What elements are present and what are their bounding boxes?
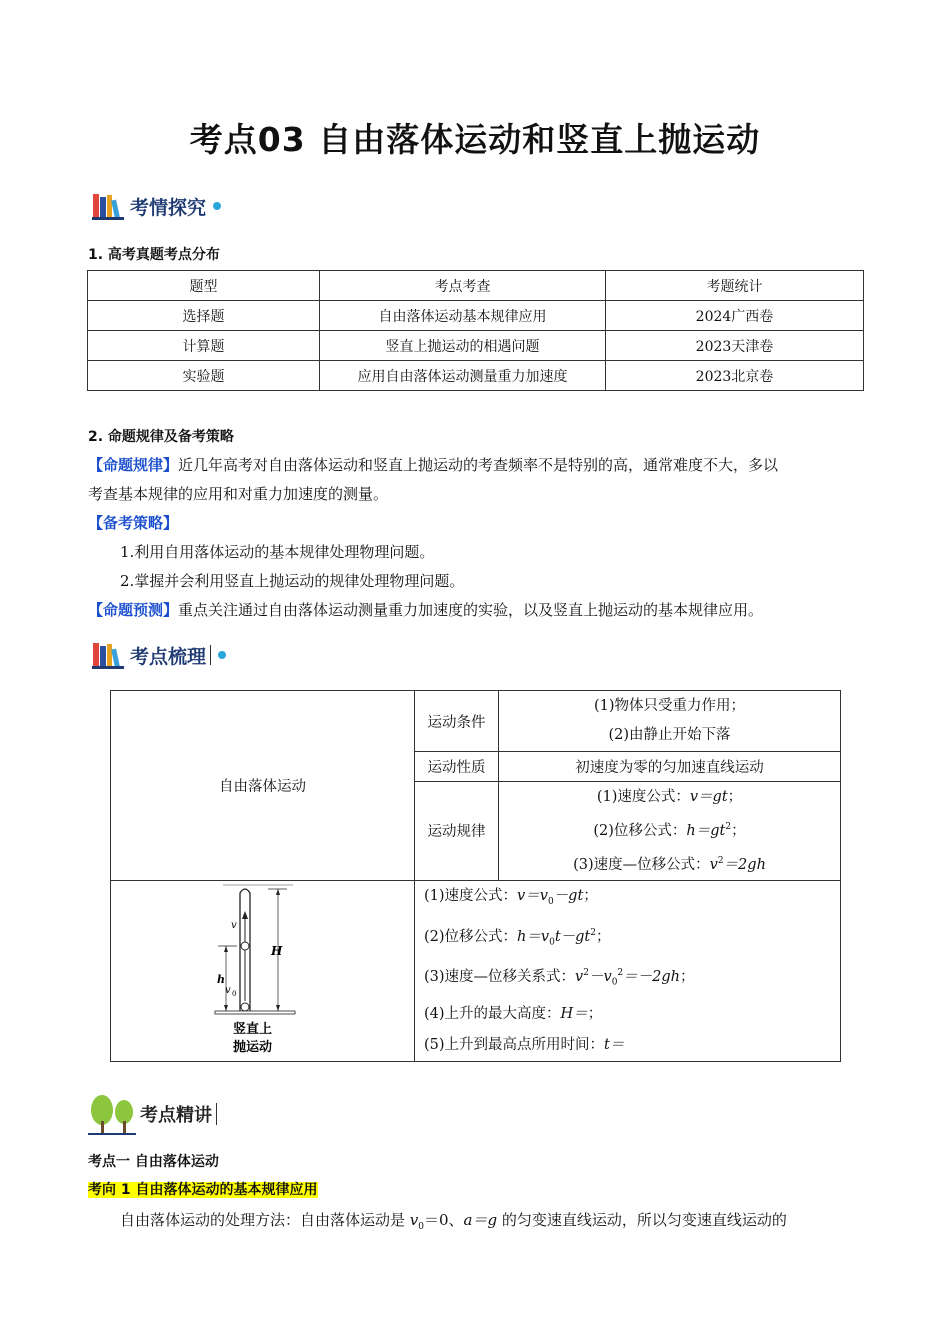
tree-icon [88,1093,136,1135]
law-cell: (1)速度公式：v＝gt； (2)位移公式：$h=gt^2$； (3)速度—位移公式：$v^2=2gh$ [499,782,841,881]
section-label: 考点梳理 [130,645,207,668]
heading-distribution: 1. 高考真题考点分布 [88,247,220,263]
cursor-mark [216,1103,217,1125]
section-label: 考点精讲 [140,1105,212,1126]
law-1: (1)速度公式： [596,789,690,805]
vertical-throw-formulas: (1)速度公式：$v=v_0-gt$； (2)位移公式：$h=v_0t-gt^2$； (3)速度—位移关系式：$v^2-v_0^2=-2gh$； (4)上升的最大高度：H＝； (5)上升到最高点所用时间：t＝ [415,880,841,1061]
review-table [110,690,841,1062]
cursor-mark [210,645,211,665]
table-cell: 自由落体运动基本规律应用 [320,301,606,331]
table-header: 题型 [88,271,320,301]
table-cell: 计算题 [88,331,320,361]
section-header-review [92,641,226,669]
table-cell: 2023天津卷 [606,331,864,361]
formula: v [409,1211,419,1229]
rule-text-2: 考查基本规律的应用和对重力加速度的测量。 [88,485,389,503]
dot-icon [218,651,226,659]
exam-distribution-table [87,270,864,391]
law-2: (2)位移公式： [593,822,687,839]
formula: v [575,969,584,986]
up-3: (3)速度—位移关系式： [424,969,576,986]
formula: v＝v [517,887,548,904]
predict-tag: 【命题预测】 [88,601,179,619]
formula: H＝ [560,1005,588,1022]
cond-1: (1)物体只受重力作用； [593,698,746,714]
up-5: (5)上升到最高点所用时间： [424,1036,605,1053]
formula: h＝gt [686,822,726,839]
cond-label: 运动条件 [415,691,499,752]
method-paragraph [120,1206,880,1242]
sub: 0 [418,1222,424,1232]
rule-text: 近几年高考对自由落体运动和竖直上抛运动的考查频率不是特别的高，通常难度不大，多以 [178,456,779,474]
label-H: H [270,944,282,959]
formula: －gt [553,887,584,904]
cond-2: (2)由静止开始下落 [608,727,731,743]
law-3: (3)速度—位移公式： [573,856,710,873]
formula: ＝－2gh [623,969,681,986]
page-title: 考点03 自由落体运动和竖直上抛运动 [189,120,761,159]
sup: 2 [717,855,724,866]
strategy-item: 2.掌握并会利用竖直上抛运动的规律处理物理问题。 [120,572,465,590]
table-cell: 竖直上抛运动的相遇问题 [320,331,606,361]
method-text: 自由落体运动的处理方法：自由落体运动是 [120,1211,410,1229]
section-header-exam [92,192,221,220]
section-label: 考情探究 [130,196,207,219]
table-cell: 2023北京卷 [606,361,864,391]
formula: －v [588,969,612,986]
caption-2: 抛运动 [232,1040,272,1056]
method-text: ＝0、 [424,1211,464,1229]
up-4: (4)上升的最大高度： [424,1005,561,1022]
formula: v [709,856,718,873]
heading-strategy: 2. 命题规律及备考策略 [88,429,234,445]
formula: ＝2gh [723,856,766,873]
sup: 2 [590,927,596,938]
sup: 2 [725,822,732,832]
table-row [88,331,864,361]
point-heading: 考点一 自由落体运动 [88,1154,219,1170]
label-v0: v [224,985,231,997]
law-label: 运动规律 [415,782,499,881]
formula: v＝gt [689,789,728,805]
formula: t－gt [554,928,591,945]
table-header: 考点考查 [320,271,606,301]
table-row [88,301,864,331]
nature-label: 运动性质 [415,752,499,782]
rule-paragraph [88,451,868,625]
formula: h＝v [517,928,550,945]
caption-1: 竖直上 [232,1022,272,1038]
direction-label: 考向 1 自由落体运动的基本规律应用 [88,1182,318,1198]
table-header: 考题统计 [606,271,864,301]
strategy-tag: 【备考策略】 [88,514,179,532]
predict-text: 重点关注通过自由落体运动测量重力加速度的实验，以及竖直上抛运动的基本规律应用。 [178,601,764,619]
table-cell: 2024广西卷 [606,301,864,331]
vertical-throw-diagram [203,883,323,1058]
strategy-item: 1.利用自用落体运动的基本规律处理物理问题。 [120,543,435,561]
freefall-label: 自由落体运动 [111,691,415,881]
sub: 0 [549,937,555,948]
nature-cell: 初速度为零的匀加速直线运动 [499,752,841,782]
cond-cell [499,691,841,752]
sup: 2 [583,968,589,979]
table-cell: 应用自由落体运动测量重力加速度 [320,361,606,391]
up-2: (2)位移公式： [424,928,518,945]
method-text: 的匀变速直线运动，所以匀变速直线运动的 [497,1211,787,1229]
label-h: h [216,973,225,987]
table-cell: 选择题 [88,301,320,331]
books-icon [92,641,126,669]
books-icon [92,192,126,220]
table-header-row [88,271,864,301]
direction-heading [88,1179,318,1199]
label-v: v [230,920,237,932]
sub: 0 [547,896,554,907]
sup: 2 [617,968,624,979]
formula: t＝ [604,1036,625,1053]
table-row [88,361,864,391]
formula: a＝g [463,1211,498,1229]
label-v0-sub: 0 [231,990,236,999]
up-1: (1)速度公式： [424,887,518,904]
table-cell: 实验题 [88,361,320,391]
sub: 0 [611,977,618,988]
dot-icon [213,202,221,210]
diagram-cell [111,880,415,1061]
section-header-lecture [88,1093,217,1135]
rule-tag: 【命题规律】 [88,456,179,474]
